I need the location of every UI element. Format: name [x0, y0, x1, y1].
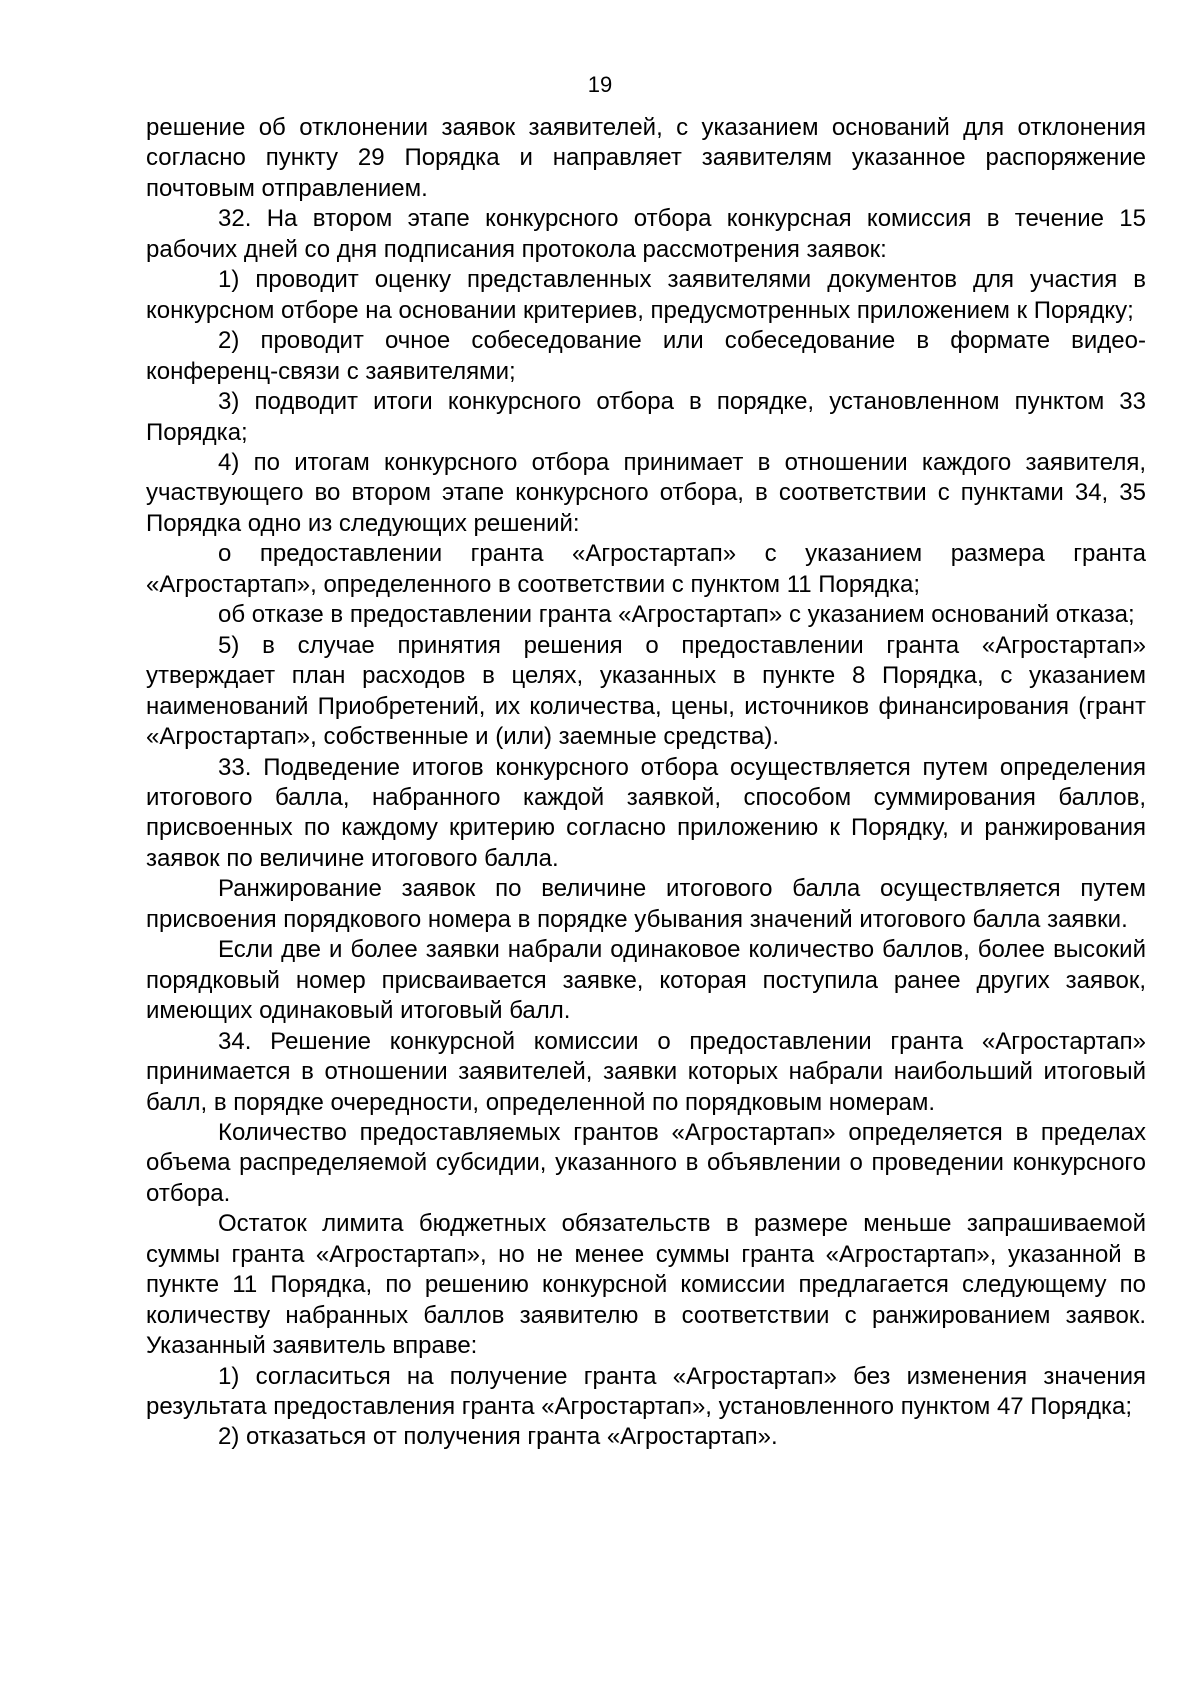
paragraph: Ранжирование заявок по величине итогового балла осуществляется путем присвоения порядкового номера в порядке убывания значений итогового балла заявки.: [146, 875, 1146, 933]
paragraph: решение об отклонении заявок заявителей, с указанием оснований для отклонения согласно пункту 29 Порядка и направляет заявителям указанное распоряжение почтовым отправлением.: [146, 114, 1146, 202]
paragraph: 32. На втором этапе конкурсного отбора конкурсная комиссия в течение 15 рабочих дней со дня подписания протокола рассмотрения заявок:: [146, 205, 1146, 263]
paragraph: 2) проводит очное собеседование или собеседование в формате видео-конференц-связи с заявителями;: [146, 327, 1146, 385]
paragraph: 34. Решение конкурсной комиссии о предоставлении гранта «Агростартап» принимается в отношении заявителей, заявки которых набрали наибольший итоговый балл, в порядке очередности, определенной по порядковым номерам.: [146, 1027, 1146, 1116]
paragraph: Остаток лимита бюджетных обязательств в размере меньше запрашиваемой суммы гранта «Агростартап», но не менее суммы гранта «Агростартап», указанной в пункте 11 Порядка, по решению конкурсной комиссии предлагается следующему по количеству набранных баллов заявителю в соответствии с ранжированием заявок. Указанный заявитель вправе:: [146, 1210, 1146, 1360]
paragraph: Если две и более заявки набрали одинаковое количество баллов, более высокий порядковый номер присваивается заявке, которая поступила ранее других заявок, имеющих одинаковый итоговый балл.: [146, 936, 1146, 1025]
page-number: 19: [587, 72, 613, 97]
paragraph: Количество предоставляемых грантов «Агростартап» определяется в пределах объема распределяемой субсидии, указанного в объявлении о проведении конкурсного отбора.: [146, 1118, 1146, 1207]
document-body: [146, 113, 1146, 1453]
paragraph: 3) подводит итоги конкурсного отбора в порядке, установленном пунктом 33 Порядка;: [146, 388, 1146, 446]
paragraph: о предоставлении гранта «Агростартап» с указанием размера гранта «Агростартап», определенного в соответствии с пунктом 11 Порядка;: [146, 540, 1146, 598]
paragraph: 1) проводит оценку представленных заявителями документов для участия в конкурсном отборе на основании критериев, предусмотренных приложением к Порядку;: [146, 266, 1146, 324]
paragraph: об отказе в предоставлении гранта «Агростартап» с указанием оснований отказа;: [218, 601, 1135, 629]
paragraph: 4) по итогам конкурсного отбора принимает в отношении каждого заявителя, участвующего во втором этапе конкурсного отбора, в соответствии с пунктами 34, 35 Порядка одно из следующих решений:: [146, 448, 1146, 537]
paragraph: 1) согласиться на получение гранта «Агростартап» без изменения значения результата предоставления гранта «Агростартап», установленного пунктом 47 Порядка;: [146, 1362, 1146, 1421]
paragraph: 5) в случае принятия решения о предоставлении гранта «Агростартап» утверждает план расходов в целях, указанных в пункте 8 Порядка, с указанием наименований Приобретений, их количества, цены, источников финансирования (грант «Агростартап», собственные и (или) заемные средства).: [146, 631, 1146, 751]
paragraph: 2) отказаться от получения гранта «Агростартап».: [218, 1423, 778, 1451]
paragraph: 33. Подведение итогов конкурсного отбора осуществляется путем определения итогового балла, набранного каждой заявкой, способом суммирования баллов, присвоенных по каждому критерию согласно приложению к Порядку, и ранжирования заявок по величине итогового балла.: [146, 753, 1146, 872]
